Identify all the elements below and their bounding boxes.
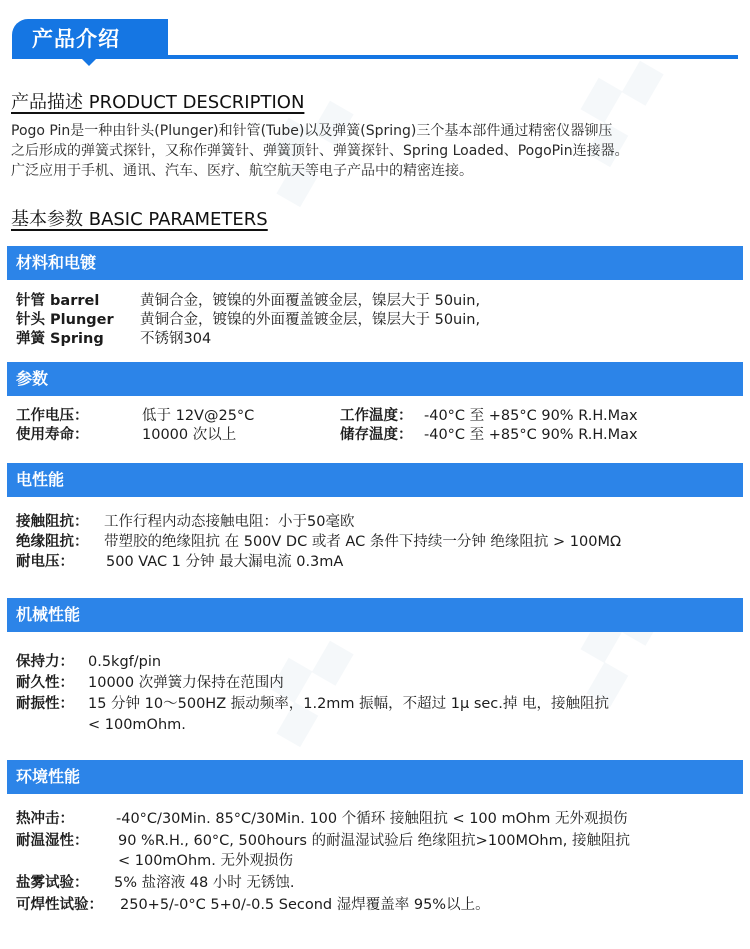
param-value: 低于 12V@25°C [142, 408, 255, 424]
watermark: ▄▀▄ [563, 47, 663, 167]
electrical-row [16, 533, 621, 552]
parameters-heading: 基本参数 BASIC PARAMETERS [11, 209, 268, 230]
param-label: 储存温度： [340, 427, 413, 443]
product-intro-tab: 产品介绍 [12, 19, 168, 59]
mechanical-value: 10000 次弹簧力保持在范围内 [88, 675, 284, 691]
materials-value: 不锈钢304 [140, 331, 212, 347]
mechanical-continuation: < 100mOhm. [88, 717, 186, 733]
section-bar-mechanical: 机械性能 [7, 598, 743, 632]
description-line: 广泛应用于手机、通讯、汽车、医疗、航空航天等电子产品中的精密连接。 [11, 163, 473, 179]
param-label: 使用寿命： [16, 427, 89, 443]
electrical-label: 耐电压： [16, 554, 74, 570]
environmental-row [16, 874, 295, 893]
param-value: 10000 次以上 [142, 427, 237, 443]
mechanical-row [16, 653, 161, 672]
description-line: Pogo Pin是一种由针头(Plunger)和针管(Tube)以及弹簧(Spring)三个基本部件通过精密仪器铆压 [11, 123, 613, 139]
mechanical-value: 15 分钟 10～500HZ 振动频率，1.2mm 振幅，不超过 1μ sec.掉 电，接触阻抗 [88, 696, 609, 712]
electrical-value: 500 VAC 1 分钟 最大漏电流 0.3mA [106, 554, 344, 570]
param-value: -40°C 至 +85°C 90% R.H.Max [424, 408, 638, 424]
watermark: ▄▀▄ [253, 87, 353, 207]
environmental-value: -40°C/30Min. 85°C/30Min. 100 个循环 接触阻抗 < 100 mOhm 无外观损伤 [116, 811, 628, 827]
section-bar-materials: 材料和电镀 [7, 246, 743, 280]
environmental-value: < 100mOhm. 无外观损伤 [118, 853, 294, 869]
param-value: -40°C 至 +85°C 90% R.H.Max [424, 427, 638, 443]
mechanical-row [16, 695, 609, 714]
environmental-label: 热冲击： [16, 811, 74, 827]
param-row [16, 426, 236, 445]
materials-row [16, 292, 480, 311]
description-heading: 产品描述 PRODUCT DESCRIPTION [11, 92, 305, 113]
environmental-row [16, 832, 630, 851]
description-line: 之后形成的弹簧式探针，又称作弹簧针、弹簧顶针、弹簧探针、Spring Loaded、PogoPin连接器。 [11, 143, 629, 159]
param-row [16, 407, 254, 426]
electrical-label: 接触阻抗： [16, 514, 89, 530]
param-row [340, 426, 638, 445]
tab-pointer-icon [82, 59, 96, 66]
section-bar-environmental: 环境性能 [7, 760, 743, 794]
materials-row [16, 330, 211, 349]
mechanical-label: 保持力： [16, 654, 74, 670]
section-bar-parameters: 参数 [7, 362, 743, 396]
environmental-row [16, 852, 293, 871]
environmental-label: 耐温湿性： [16, 833, 89, 849]
environmental-value: 90 %R.H., 60°C, 500hours 的耐温湿试验后 绝缘阻抗>100MOhm, 接触阻抗 [118, 833, 630, 849]
electrical-value: 工作行程内动态接触电阻：小于50毫欧 [104, 514, 355, 530]
materials-label: 针管 barrel [16, 293, 100, 309]
watermark: ▄▀▄ [563, 587, 663, 707]
mechanical-row [16, 674, 284, 693]
environmental-label: 盐雾试验： [16, 875, 89, 891]
mechanical-label: 耐久性： [16, 675, 74, 691]
materials-label: 针头 Plunger [16, 312, 114, 328]
environmental-value: 5% 盐溶液 48 小时 无锈蚀. [114, 875, 295, 891]
materials-row [16, 311, 480, 330]
electrical-row [16, 553, 343, 572]
param-row [340, 407, 638, 426]
electrical-label: 绝缘阻抗： [16, 534, 89, 550]
environmental-label: 可焊性试验： [16, 897, 103, 913]
tab-underline [12, 55, 738, 59]
environmental-row [16, 810, 627, 829]
materials-value: 黄铜合金，镀镍的外面覆盖镀金层，镍层大于 50uin, [140, 312, 481, 328]
materials-label: 弹簧 Spring [16, 331, 104, 347]
mechanical-label: 耐振性： [16, 696, 74, 712]
environmental-value: 250+5/-0°C 5+0/-0.5 Second 湿焊覆盖率 95%以上。 [120, 897, 490, 913]
electrical-value: 带塑胶的绝缘阻抗 在 500V DC 或者 AC 条件下持续一分钟 绝缘阻抗 > 100MΩ [104, 534, 622, 550]
electrical-row [16, 513, 354, 532]
environmental-row [16, 896, 490, 915]
section-bar-electrical: 电性能 [7, 463, 743, 497]
param-label: 工作电压： [16, 408, 89, 424]
mechanical-value: 0.5kgf/pin [88, 654, 162, 670]
description-paragraph [11, 121, 743, 181]
param-label: 工作温度： [340, 408, 413, 424]
watermark: ▄▀▄ [253, 627, 353, 747]
materials-value: 黄铜合金，镀镍的外面覆盖镀金层，镍层大于 50uin, [140, 293, 481, 309]
